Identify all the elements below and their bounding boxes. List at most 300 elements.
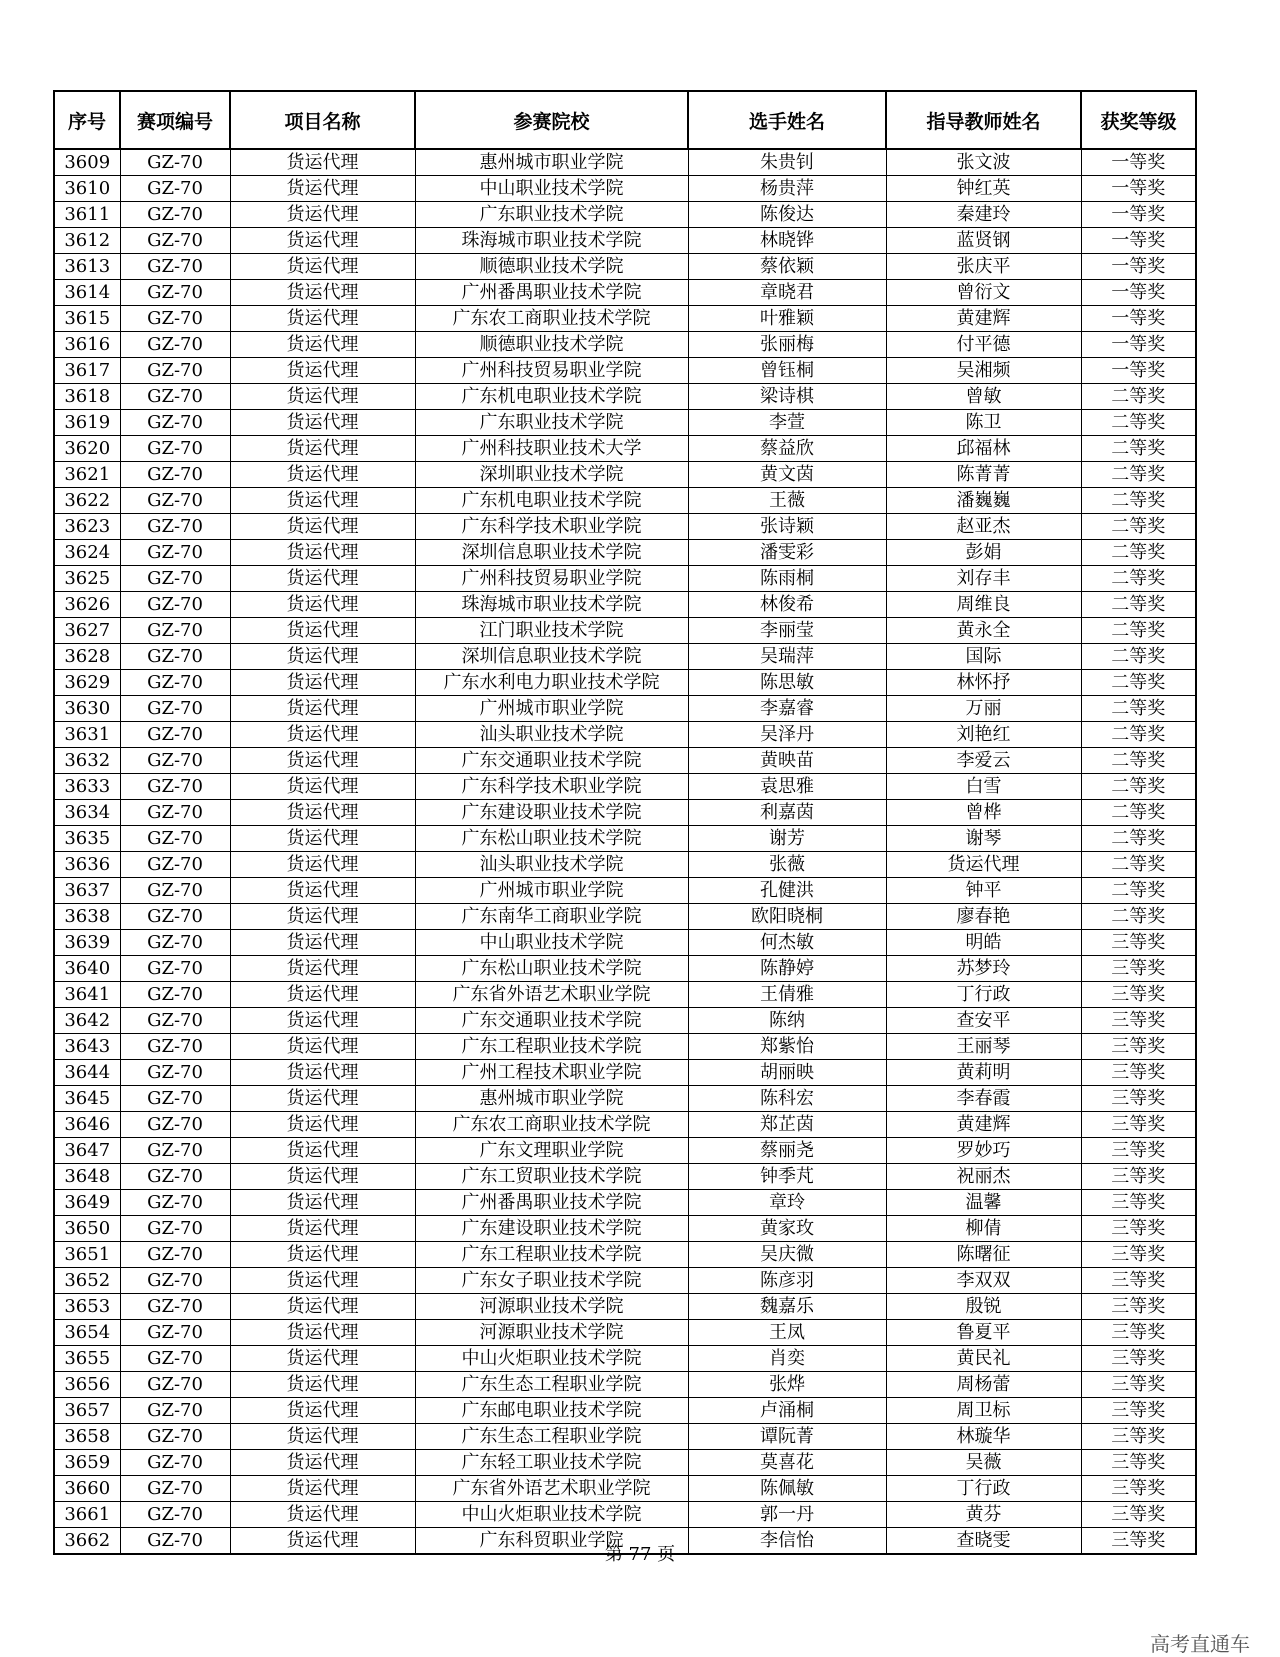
cell-serial-number: 3609 [54, 149, 120, 176]
cell-project-name: 货运代理 [230, 878, 415, 904]
cell-event-code: GZ-70 [120, 878, 230, 904]
cell-project-name: 货运代理 [230, 1294, 415, 1320]
cell-serial-number: 3611 [54, 202, 120, 228]
cell-contestant: 利嘉茵 [688, 800, 886, 826]
cell-event-code: GZ-70 [120, 202, 230, 228]
cell-award-level: 二等奖 [1081, 384, 1196, 410]
cell-award-level: 二等奖 [1081, 592, 1196, 618]
cell-serial-number: 3650 [54, 1216, 120, 1242]
cell-contestant: 张烨 [688, 1372, 886, 1398]
table-row [54, 436, 1196, 462]
cell-serial-number: 3628 [54, 644, 120, 670]
cell-contestant: 章玲 [688, 1190, 886, 1216]
cell-instructor: 赵亚杰 [886, 514, 1081, 540]
cell-serial-number: 3627 [54, 618, 120, 644]
cell-serial-number: 3643 [54, 1034, 120, 1060]
cell-project-name: 货运代理 [230, 670, 415, 696]
results-table-container [53, 90, 1195, 1555]
cell-school: 广东工程职业技术学院 [415, 1034, 688, 1060]
cell-serial-number: 3624 [54, 540, 120, 566]
cell-instructor: 鲁夏平 [886, 1320, 1081, 1346]
cell-school: 深圳信息职业技术学院 [415, 540, 688, 566]
cell-award-level: 三等奖 [1081, 1138, 1196, 1164]
watermark-text: 高考直通车 [1150, 1632, 1250, 1656]
cell-instructor: 黄建辉 [886, 306, 1081, 332]
header-instructor: 指导教师姓名 [886, 91, 1081, 149]
table-row [54, 1476, 1196, 1502]
cell-contestant: 黄文茵 [688, 462, 886, 488]
cell-project-name: 货运代理 [230, 1138, 415, 1164]
cell-award-level: 二等奖 [1081, 722, 1196, 748]
cell-contestant: 黄家玫 [688, 1216, 886, 1242]
cell-contestant: 何杰敏 [688, 930, 886, 956]
cell-instructor: 吴薇 [886, 1450, 1081, 1476]
cell-school: 深圳职业技术学院 [415, 462, 688, 488]
table-row [54, 774, 1196, 800]
cell-contestant: 谢芳 [688, 826, 886, 852]
table-row [54, 410, 1196, 436]
cell-serial-number: 3635 [54, 826, 120, 852]
cell-contestant: 肖奕 [688, 1346, 886, 1372]
cell-contestant: 陈科宏 [688, 1086, 886, 1112]
cell-award-level: 二等奖 [1081, 618, 1196, 644]
cell-award-level: 三等奖 [1081, 1190, 1196, 1216]
cell-contestant: 张诗颖 [688, 514, 886, 540]
cell-project-name: 货运代理 [230, 800, 415, 826]
cell-instructor: 殷锐 [886, 1294, 1081, 1320]
table-row [54, 956, 1196, 982]
cell-project-name: 货运代理 [230, 1528, 415, 1555]
cell-contestant: 曾钰桐 [688, 358, 886, 384]
cell-event-code: GZ-70 [120, 1320, 230, 1346]
cell-award-level: 三等奖 [1081, 1294, 1196, 1320]
cell-instructor: 陈曙征 [886, 1242, 1081, 1268]
cell-project-name: 货运代理 [230, 774, 415, 800]
cell-award-level: 一等奖 [1081, 254, 1196, 280]
cell-event-code: GZ-70 [120, 1398, 230, 1424]
cell-event-code: GZ-70 [120, 306, 230, 332]
cell-project-name: 货运代理 [230, 358, 415, 384]
cell-instructor: 罗妙巧 [886, 1138, 1081, 1164]
cell-instructor: 谢琴 [886, 826, 1081, 852]
cell-contestant: 胡丽映 [688, 1060, 886, 1086]
cell-project-name: 货运代理 [230, 1112, 415, 1138]
cell-serial-number: 3630 [54, 696, 120, 722]
cell-award-level: 二等奖 [1081, 462, 1196, 488]
table-row [54, 644, 1196, 670]
cell-serial-number: 3644 [54, 1060, 120, 1086]
cell-event-code: GZ-70 [120, 800, 230, 826]
cell-award-level: 一等奖 [1081, 306, 1196, 332]
cell-contestant: 莫喜花 [688, 1450, 886, 1476]
cell-serial-number: 3649 [54, 1190, 120, 1216]
cell-contestant: 王凤 [688, 1320, 886, 1346]
cell-school: 深圳信息职业技术学院 [415, 644, 688, 670]
cell-school: 广州番禺职业技术学院 [415, 280, 688, 306]
cell-event-code: GZ-70 [120, 436, 230, 462]
cell-contestant: 潘雯彩 [688, 540, 886, 566]
cell-instructor: 柳倩 [886, 1216, 1081, 1242]
cell-serial-number: 3625 [54, 566, 120, 592]
cell-award-level: 一等奖 [1081, 280, 1196, 306]
table-row [54, 826, 1196, 852]
cell-contestant: 陈俊达 [688, 202, 886, 228]
cell-event-code: GZ-70 [120, 1424, 230, 1450]
cell-award-level: 三等奖 [1081, 1086, 1196, 1112]
cell-instructor: 黄莉明 [886, 1060, 1081, 1086]
cell-instructor: 李春霞 [886, 1086, 1081, 1112]
cell-award-level: 二等奖 [1081, 878, 1196, 904]
cell-serial-number: 3656 [54, 1372, 120, 1398]
cell-serial-number: 3637 [54, 878, 120, 904]
cell-award-level: 三等奖 [1081, 982, 1196, 1008]
cell-school: 广州城市职业学院 [415, 696, 688, 722]
cell-contestant: 王倩雅 [688, 982, 886, 1008]
cell-award-level: 二等奖 [1081, 774, 1196, 800]
cell-instructor: 李爱云 [886, 748, 1081, 774]
table-row [54, 904, 1196, 930]
cell-event-code: GZ-70 [120, 149, 230, 176]
cell-project-name: 货运代理 [230, 1424, 415, 1450]
cell-instructor: 国际 [886, 644, 1081, 670]
cell-serial-number: 3652 [54, 1268, 120, 1294]
cell-event-code: GZ-70 [120, 696, 230, 722]
cell-award-level: 一等奖 [1081, 358, 1196, 384]
cell-event-code: GZ-70 [120, 618, 230, 644]
cell-award-level: 二等奖 [1081, 696, 1196, 722]
cell-project-name: 货运代理 [230, 1034, 415, 1060]
cell-serial-number: 3619 [54, 410, 120, 436]
page-number: 第 77 页 [604, 1544, 676, 1565]
cell-school: 广东农工商职业技术学院 [415, 306, 688, 332]
cell-contestant: 黄映苗 [688, 748, 886, 774]
cell-serial-number: 3615 [54, 306, 120, 332]
cell-project-name: 货运代理 [230, 1060, 415, 1086]
cell-project-name: 货运代理 [230, 618, 415, 644]
table-row [54, 878, 1196, 904]
cell-contestant: 李信怡 [688, 1528, 886, 1555]
cell-school: 广东邮电职业技术学院 [415, 1398, 688, 1424]
cell-school: 广东职业技术学院 [415, 202, 688, 228]
cell-serial-number: 3610 [54, 176, 120, 202]
cell-serial-number: 3614 [54, 280, 120, 306]
cell-project-name: 货运代理 [230, 1346, 415, 1372]
cell-award-level: 三等奖 [1081, 1502, 1196, 1528]
cell-event-code: GZ-70 [120, 1242, 230, 1268]
cell-serial-number: 3634 [54, 800, 120, 826]
cell-event-code: GZ-70 [120, 332, 230, 358]
cell-instructor: 付平德 [886, 332, 1081, 358]
table-row [54, 1164, 1196, 1190]
cell-instructor: 钟平 [886, 878, 1081, 904]
cell-award-level: 三等奖 [1081, 1398, 1196, 1424]
cell-project-name: 货运代理 [230, 904, 415, 930]
cell-instructor: 廖春艳 [886, 904, 1081, 930]
cell-instructor: 李双双 [886, 1268, 1081, 1294]
cell-event-code: GZ-70 [120, 566, 230, 592]
cell-contestant: 蔡依颖 [688, 254, 886, 280]
cell-event-code: GZ-70 [120, 1372, 230, 1398]
cell-contestant: 陈佩敏 [688, 1476, 886, 1502]
cell-school: 汕头职业技术学院 [415, 852, 688, 878]
cell-instructor: 陈卫 [886, 410, 1081, 436]
table-row [54, 149, 1196, 176]
cell-school: 广州科技贸易职业学院 [415, 358, 688, 384]
cell-school: 广东文理职业学院 [415, 1138, 688, 1164]
cell-instructor: 黄永全 [886, 618, 1081, 644]
table-row [54, 1138, 1196, 1164]
cell-project-name: 货运代理 [230, 592, 415, 618]
cell-school: 广东生态工程职业学院 [415, 1372, 688, 1398]
cell-event-code: GZ-70 [120, 176, 230, 202]
cell-project-name: 货运代理 [230, 1476, 415, 1502]
cell-school: 珠海城市职业技术学院 [415, 228, 688, 254]
cell-contestant: 张薇 [688, 852, 886, 878]
cell-contestant: 朱贵钊 [688, 149, 886, 176]
cell-project-name: 货运代理 [230, 280, 415, 306]
cell-event-code: GZ-70 [120, 1086, 230, 1112]
cell-instructor: 曾敏 [886, 384, 1081, 410]
cell-school: 顺德职业技术学院 [415, 254, 688, 280]
table-row [54, 462, 1196, 488]
cell-project-name: 货运代理 [230, 722, 415, 748]
table-row [54, 1060, 1196, 1086]
cell-school: 河源职业技术学院 [415, 1320, 688, 1346]
cell-school: 广东生态工程职业学院 [415, 1424, 688, 1450]
cell-project-name: 货运代理 [230, 1268, 415, 1294]
cell-award-level: 二等奖 [1081, 566, 1196, 592]
cell-instructor: 明皓 [886, 930, 1081, 956]
cell-award-level: 一等奖 [1081, 332, 1196, 358]
cell-contestant: 林晓铧 [688, 228, 886, 254]
cell-serial-number: 3612 [54, 228, 120, 254]
cell-event-code: GZ-70 [120, 384, 230, 410]
cell-contestant: 李丽莹 [688, 618, 886, 644]
table-row [54, 1424, 1196, 1450]
cell-contestant: 蔡益欣 [688, 436, 886, 462]
cell-contestant: 陈思敏 [688, 670, 886, 696]
cell-school: 广东科学技术职业学院 [415, 514, 688, 540]
cell-serial-number: 3654 [54, 1320, 120, 1346]
cell-school: 中山职业技术学院 [415, 176, 688, 202]
cell-award-level: 三等奖 [1081, 1528, 1196, 1555]
cell-contestant: 陈彦羽 [688, 1268, 886, 1294]
table-row [54, 332, 1196, 358]
table-row [54, 1268, 1196, 1294]
cell-school: 广东松山职业技术学院 [415, 956, 688, 982]
table-row [54, 1294, 1196, 1320]
table-row [54, 618, 1196, 644]
table-header-row [54, 91, 1196, 149]
cell-instructor: 祝丽杰 [886, 1164, 1081, 1190]
cell-event-code: GZ-70 [120, 488, 230, 514]
cell-instructor: 刘艳红 [886, 722, 1081, 748]
cell-serial-number: 3631 [54, 722, 120, 748]
cell-award-level: 二等奖 [1081, 436, 1196, 462]
cell-award-level: 三等奖 [1081, 1164, 1196, 1190]
cell-school: 广东省外语艺术职业学院 [415, 982, 688, 1008]
cell-award-level: 三等奖 [1081, 1424, 1196, 1450]
cell-instructor: 白雪 [886, 774, 1081, 800]
cell-award-level: 三等奖 [1081, 1450, 1196, 1476]
cell-award-level: 三等奖 [1081, 930, 1196, 956]
cell-serial-number: 3659 [54, 1450, 120, 1476]
cell-project-name: 货运代理 [230, 930, 415, 956]
cell-contestant: 陈雨桐 [688, 566, 886, 592]
cell-event-code: GZ-70 [120, 1216, 230, 1242]
table-row [54, 1190, 1196, 1216]
cell-serial-number: 3626 [54, 592, 120, 618]
cell-instructor: 丁行政 [886, 1476, 1081, 1502]
cell-award-level: 三等奖 [1081, 1060, 1196, 1086]
cell-project-name: 货运代理 [230, 1086, 415, 1112]
cell-contestant: 孔健洪 [688, 878, 886, 904]
cell-award-level: 二等奖 [1081, 514, 1196, 540]
cell-project-name: 货运代理 [230, 748, 415, 774]
cell-award-level: 二等奖 [1081, 644, 1196, 670]
cell-event-code: GZ-70 [120, 254, 230, 280]
cell-event-code: GZ-70 [120, 670, 230, 696]
table-row [54, 722, 1196, 748]
cell-event-code: GZ-70 [120, 1268, 230, 1294]
cell-serial-number: 3655 [54, 1346, 120, 1372]
cell-project-name: 货运代理 [230, 228, 415, 254]
cell-project-name: 货运代理 [230, 1320, 415, 1346]
cell-project-name: 货运代理 [230, 462, 415, 488]
table-row [54, 280, 1196, 306]
cell-school: 广东南华工商职业学院 [415, 904, 688, 930]
cell-serial-number: 3623 [54, 514, 120, 540]
cell-school: 中山职业技术学院 [415, 930, 688, 956]
cell-contestant: 郑紫怡 [688, 1034, 886, 1060]
table-row [54, 488, 1196, 514]
cell-instructor: 周杨蕾 [886, 1372, 1081, 1398]
cell-serial-number: 3646 [54, 1112, 120, 1138]
cell-serial-number: 3640 [54, 956, 120, 982]
cell-school: 惠州城市职业学院 [415, 1086, 688, 1112]
awards-table [53, 90, 1197, 1555]
table-row [54, 696, 1196, 722]
cell-award-level: 三等奖 [1081, 1476, 1196, 1502]
cell-serial-number: 3660 [54, 1476, 120, 1502]
cell-school: 惠州城市职业学院 [415, 149, 688, 176]
cell-contestant: 陈静婷 [688, 956, 886, 982]
cell-award-level: 一等奖 [1081, 176, 1196, 202]
cell-award-level: 一等奖 [1081, 228, 1196, 254]
cell-project-name: 货运代理 [230, 1242, 415, 1268]
cell-school: 广东科贸职业学院 [415, 1528, 688, 1555]
cell-project-name: 货运代理 [230, 644, 415, 670]
table-row [54, 670, 1196, 696]
header-award-level: 获奖等级 [1081, 91, 1196, 149]
cell-award-level: 三等奖 [1081, 1268, 1196, 1294]
cell-event-code: GZ-70 [120, 358, 230, 384]
cell-event-code: GZ-70 [120, 644, 230, 670]
header-event-code: 赛项编号 [120, 91, 230, 149]
cell-school: 广东交通职业技术学院 [415, 748, 688, 774]
cell-contestant: 张丽梅 [688, 332, 886, 358]
cell-instructor: 林璇华 [886, 1424, 1081, 1450]
cell-serial-number: 3613 [54, 254, 120, 280]
cell-project-name: 货运代理 [230, 956, 415, 982]
cell-award-level: 一等奖 [1081, 202, 1196, 228]
cell-serial-number: 3647 [54, 1138, 120, 1164]
table-row [54, 852, 1196, 878]
cell-event-code: GZ-70 [120, 748, 230, 774]
cell-school: 汕头职业技术学院 [415, 722, 688, 748]
cell-contestant: 陈纳 [688, 1008, 886, 1034]
cell-serial-number: 3641 [54, 982, 120, 1008]
cell-school: 广东建设职业技术学院 [415, 800, 688, 826]
cell-event-code: GZ-70 [120, 410, 230, 436]
cell-project-name: 货运代理 [230, 488, 415, 514]
cell-school: 广东水利电力职业技术学院 [415, 670, 688, 696]
cell-contestant: 蔡丽尧 [688, 1138, 886, 1164]
cell-instructor: 曾衍文 [886, 280, 1081, 306]
cell-school: 广州工程技术职业学院 [415, 1060, 688, 1086]
cell-award-level: 三等奖 [1081, 1034, 1196, 1060]
cell-award-level: 三等奖 [1081, 1216, 1196, 1242]
cell-serial-number: 3638 [54, 904, 120, 930]
cell-contestant: 李萱 [688, 410, 886, 436]
cell-event-code: GZ-70 [120, 280, 230, 306]
cell-award-level: 二等奖 [1081, 488, 1196, 514]
cell-contestant: 欧阳晓桐 [688, 904, 886, 930]
cell-school: 广东工贸职业技术学院 [415, 1164, 688, 1190]
cell-project-name: 货运代理 [230, 1450, 415, 1476]
cell-school: 珠海城市职业技术学院 [415, 592, 688, 618]
cell-instructor: 苏梦玲 [886, 956, 1081, 982]
cell-instructor: 查安平 [886, 1008, 1081, 1034]
table-row [54, 202, 1196, 228]
cell-instructor: 周维良 [886, 592, 1081, 618]
cell-contestant: 郭一丹 [688, 1502, 886, 1528]
cell-instructor: 王丽琴 [886, 1034, 1081, 1060]
cell-project-name: 货运代理 [230, 1164, 415, 1190]
table-row [54, 1502, 1196, 1528]
cell-event-code: GZ-70 [120, 1164, 230, 1190]
cell-serial-number: 3622 [54, 488, 120, 514]
cell-school: 河源职业技术学院 [415, 1294, 688, 1320]
cell-instructor: 周卫标 [886, 1398, 1081, 1424]
cell-serial-number: 3620 [54, 436, 120, 462]
cell-event-code: GZ-70 [120, 982, 230, 1008]
table-row [54, 1450, 1196, 1476]
cell-school: 广东轻工职业技术学院 [415, 1450, 688, 1476]
table-row [54, 592, 1196, 618]
cell-instructor: 曾桦 [886, 800, 1081, 826]
cell-event-code: GZ-70 [120, 1528, 230, 1555]
cell-contestant: 林俊希 [688, 592, 886, 618]
cell-project-name: 货运代理 [230, 1008, 415, 1034]
cell-serial-number: 3617 [54, 358, 120, 384]
cell-event-code: GZ-70 [120, 1008, 230, 1034]
cell-school: 中山火炬职业技术学院 [415, 1346, 688, 1372]
cell-school: 江门职业技术学院 [415, 618, 688, 644]
cell-event-code: GZ-70 [120, 930, 230, 956]
cell-school: 广东机电职业技术学院 [415, 488, 688, 514]
table-row [54, 358, 1196, 384]
cell-award-level: 一等奖 [1081, 149, 1196, 176]
cell-instructor: 黄建辉 [886, 1112, 1081, 1138]
cell-event-code: GZ-70 [120, 852, 230, 878]
table-row [54, 930, 1196, 956]
cell-project-name: 货运代理 [230, 332, 415, 358]
cell-contestant: 卢涌桐 [688, 1398, 886, 1424]
cell-award-level: 三等奖 [1081, 1372, 1196, 1398]
cell-instructor: 吴湘频 [886, 358, 1081, 384]
header-serial-number: 序号 [54, 91, 120, 149]
